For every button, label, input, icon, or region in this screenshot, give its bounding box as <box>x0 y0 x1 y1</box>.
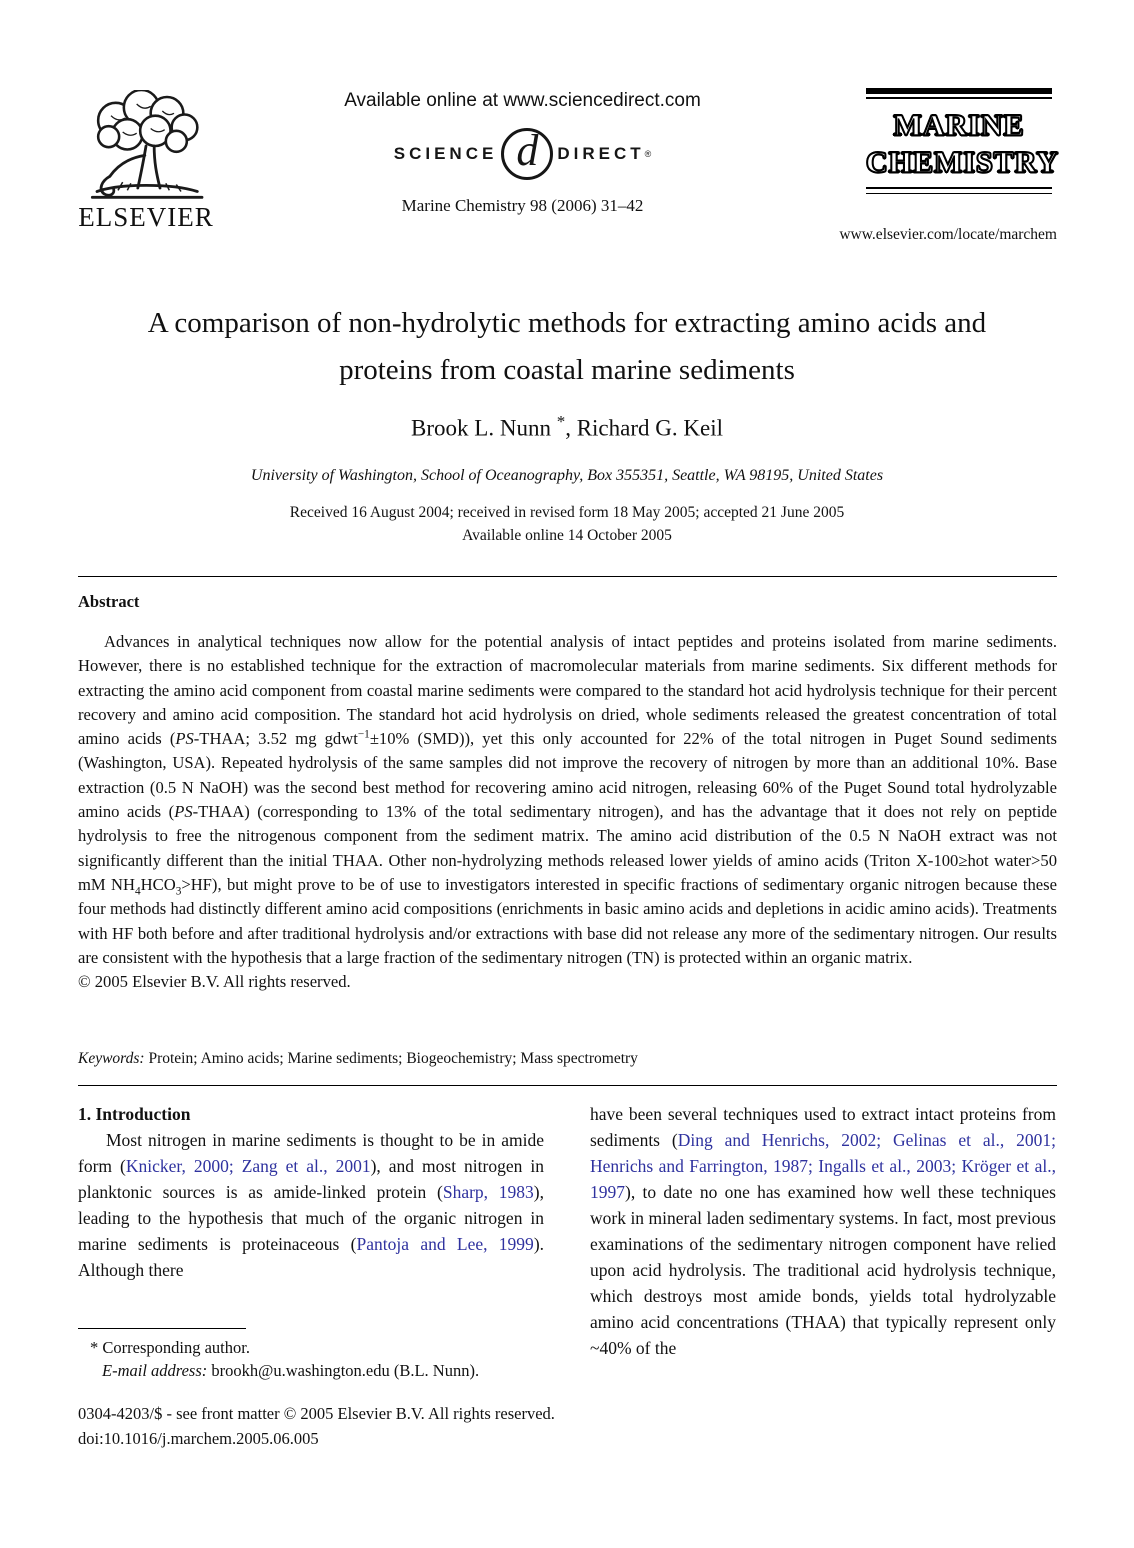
text-segment: Most nitrogen in marine sediments is thought to be in amide form ( <box>78 1130 544 1176</box>
article-title: A comparison of non-hydrolytic methods for extracting amino acids and proteins from coastal marine sediments <box>147 307 987 386</box>
text-segment: PS <box>174 802 193 822</box>
text-segment: ), leading to the hypothesis that much of the organic nitrogen in marine sediments is proteinaceous ( <box>78 1182 544 1254</box>
journal-url: www.elsevier.com/locate/marchem <box>839 226 1057 243</box>
sciencedirect-d-icon: d <box>501 128 553 180</box>
issn-copyright-line: 0304-4203/$ - see front matter © 2005 Elsevier B.V. All rights reserved. <box>78 1404 555 1423</box>
text-segment: >HF), but might prove to be of use to investigators interested in specific fractions of sedimentary organic nitrogen because these four methods had distinctly different amino acid compositions (enrichments in basic amino acids and depletions in acidic amino acids). Treatments with HF both before and after traditional hydrolysis and/or extractions with base did not release any more of the sedimentary nitrogen. Our results are consistent with the hypothesis that a large fraction of the sedimentary nitrogen (TN) is protected within an organic matrix. <box>78 874 1057 967</box>
masthead-double-rule <box>866 187 1052 194</box>
citation-link[interactable]: Pantoja and Lee, 1999 <box>356 1234 534 1254</box>
text-segment: 3 <box>175 885 182 898</box>
sciencedirect-science-text: SCIENCE <box>393 144 498 163</box>
journal-name: MARINE CHEMISTRY <box>866 109 1059 179</box>
header-center-block <box>285 90 760 216</box>
text-segment: ), to date no one has examined how well these techniques work in mineral laden sedimentary systems. In fact, most previous examinations of the sedimentary nitrogen component have relied upon acid hydrolysis. The traditional acid hydrolysis technique, which destroys most amide bonds, yields total hydrolyzable amino acid concentrations (THAA) that typically represent only ~40% of the <box>590 1182 1056 1358</box>
author-2: , Richard G. Keil <box>565 415 723 441</box>
abstract-paragraph <box>78 630 1057 970</box>
text-segment: -THAA) (corresponding to 13% of the total sedimentary nitrogen), and has the advantage that it does not rely on peptide hydrolysis to free the nitrogenous component from the sediment matrix. The amino acid distribution of the 0.5 N NaOH extract was not significantly different than the initial THAA. Other non-hydrolyzing methods released lower yields of amino acids (Triton X-100≥hot water>50 mM NH <box>78 802 1057 894</box>
abstract-heading: Abstract <box>78 592 140 611</box>
introduction-paragraph-left <box>78 1127 544 1283</box>
text-segment: -THAA; 3.52 mg gdwt <box>193 729 358 749</box>
text-segment: have been several techniques used to extract intact proteins from sediments ( <box>590 1104 1056 1150</box>
affiliation: University of Washington, School of Oceanography, Box 355351, Seattle, WA 98195, United States <box>250 467 884 484</box>
doi-line: doi:10.1016/j.marchem.2005.06.005 <box>78 1429 319 1448</box>
footnote-marker: * <box>90 1338 99 1357</box>
masthead-thin-rule <box>866 97 1052 99</box>
text-segment: −1 <box>357 728 370 741</box>
text-segment: Advances in analytical techniques now allow for the potential analysis of intact peptides and proteins isolated from marine sediments. However, there is no established technique for the extraction of macromolecular materials from marine sediments. Six different methods for extracting the amino acid component from coastal marine sediments were compared to the standard hot acid hydrolysis technique for their percent recovery and amino acid composition. The standard hot acid hydrolysis on dried, whole sediments released the greatest concentration of total amino acids ( <box>78 632 1057 749</box>
right-column <box>590 1101 1056 1361</box>
elsevier-logo-block <box>68 90 224 233</box>
text-segment: PS <box>175 729 194 749</box>
footer-block <box>78 1401 778 1451</box>
online-date: Available online 14 October 2005 <box>462 527 672 544</box>
citation-link[interactable]: Knicker, 2000; Zang et al., 2001 <box>125 1156 371 1176</box>
footnote-block <box>78 1328 548 1382</box>
email-address: brookh@u.washington.edu (B.L. Nunn). <box>207 1361 480 1380</box>
journal-citation: Marine Chemistry 98 (2006) 31–42 <box>401 196 644 215</box>
keywords-text: Protein; Amino acids; Marine sediments; Biogeochemistry; Mass spectrometry <box>148 1050 638 1067</box>
elsevier-tree-icon <box>75 90 217 202</box>
email-label: E-mail address: <box>102 1361 208 1380</box>
keywords-line <box>78 1050 1057 1068</box>
registered-mark: ® <box>644 149 652 159</box>
article-history <box>0 501 1134 547</box>
text-segment: ). Although there <box>78 1234 545 1280</box>
author-1: Brook L. Nunn <box>411 415 551 441</box>
body-columns <box>78 1101 1057 1361</box>
introduction-paragraph-right <box>590 1101 1056 1361</box>
text-segment: 4 <box>135 885 141 898</box>
section-rule-bottom <box>78 1085 1057 1086</box>
text-segment: HCO <box>140 874 176 894</box>
footnote-rule <box>78 1328 246 1329</box>
sciencedirect-logo <box>285 126 760 182</box>
email-line <box>78 1359 548 1382</box>
keywords-label: Keywords: <box>78 1050 145 1067</box>
corresponding-author-marker: * <box>556 412 566 431</box>
available-online-text: Available online at www.sciencedirect.com <box>344 90 701 111</box>
abstract-copyright: © 2005 Elsevier B.V. All rights reserved. <box>78 972 351 992</box>
corresponding-author-note: * Corresponding author. <box>90 1338 250 1357</box>
marine-chemistry-logo <box>866 88 1059 194</box>
abstract-body <box>78 630 1057 994</box>
left-column <box>78 1101 544 1361</box>
section-rule-top <box>78 576 1057 577</box>
introduction-heading: 1. Introduction <box>78 1104 191 1124</box>
citation-link[interactable]: Sharp, 1983 <box>442 1182 534 1202</box>
elsevier-wordmark: ELSEVIER <box>78 202 214 232</box>
received-dates: Received 16 August 2004; received in revised form 18 May 2005; accepted 21 June 2005 <box>289 504 845 521</box>
text-segment: ±10% (SMD)), yet this only accounted for 22% of the total nitrogen in Puget Sound sediments (Washington, USA). Repeated hydrolysis of the same samples did not improve the recovery of nitrogen by more than an additional 10%. Base extraction (0.5 N NaOH) was the second best method for recovering amino acid nitrogen, releasing 60% of the Puget Sound total hydrolyzable amino acids ( <box>78 729 1057 822</box>
sciencedirect-direct-text: DIRECT <box>557 144 645 163</box>
citation-link[interactable]: Ding and Henrichs, 2002; Gelinas et al., 2001; Henrichs and Farrington, 1987; Ingalls et al., 2003; Kröger et al., 1997 <box>590 1130 1056 1202</box>
masthead-thick-rule <box>866 88 1052 94</box>
text-segment: ), and most nitrogen in planktonic sources is as amide-linked protein ( <box>78 1156 544 1202</box>
authors-line <box>0 412 1134 442</box>
